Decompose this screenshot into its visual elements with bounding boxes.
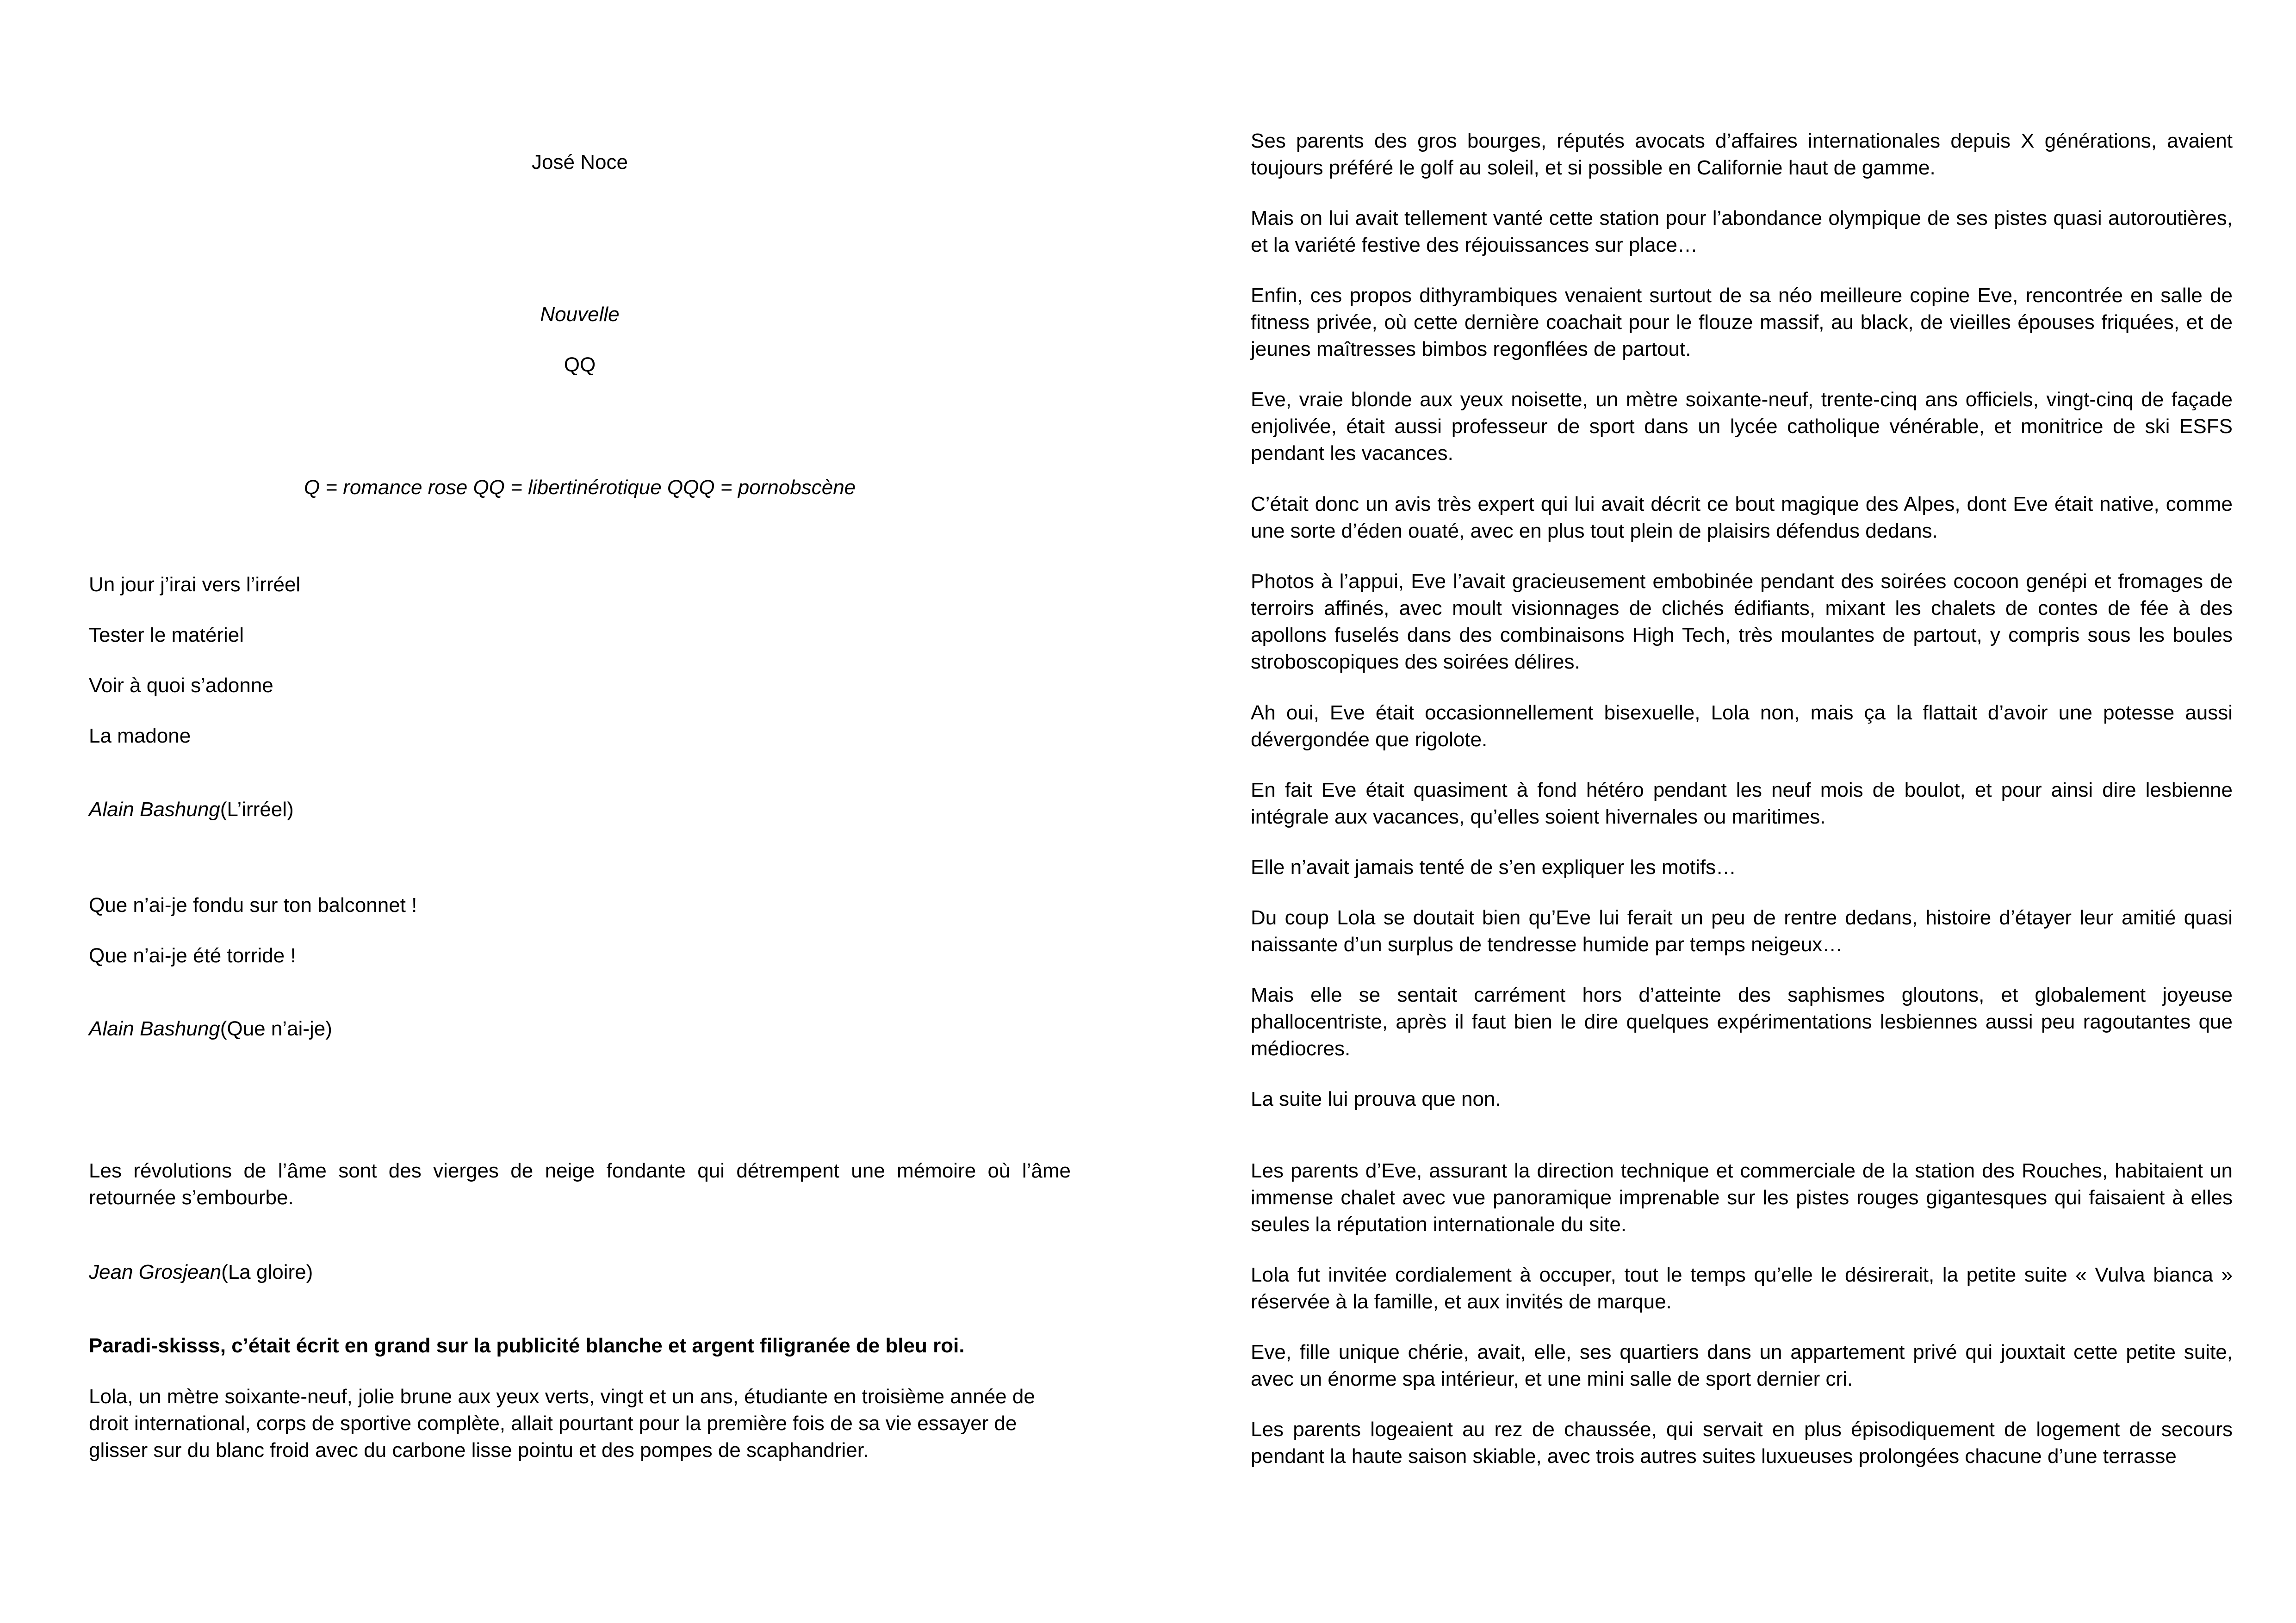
epigraph2-line: Que n’ai-je fondu sur ton balconnet !: [89, 894, 417, 917]
epigraph2-author: Alain Bashung: [89, 1017, 220, 1040]
epigraph1-line: Un jour j’irai vers l’irréel: [89, 573, 301, 596]
headline: Paradi-skisss, c’était écrit en grand sur la publicité blanche et argent filigranée de bleu roi.: [89, 1334, 965, 1357]
paragraph: Photos à l’appui, Eve l’avait gracieusement embobinée pendant des soirées cocoon genépi et fromages de terroirs affinés, avec moult visionnages de clichés édifiants, mixant les chalets de contes de fée à des apollons fuselés dans des combinaisons High Tech, très moulantes de partout, y compris sous les boules stroboscopiques des soirées délires.: [1251, 570, 2233, 673]
paragraph: C’était donc un avis très expert qui lui avait décrit ce bout magique des Alpes, dont Eve était native, comme une sorte d’éden ouaté, avec en plus tout plein de plaisirs défendus dedans.: [1251, 493, 2233, 542]
paragraph: Enfin, ces propos dithyrambiques venaient surtout de sa néo meilleure copine Eve, rencontrée en salle de fitness privée, où cette dernière coachait pour le flouze massif, au black, de vieilles épouses friquées, et de jeunes maîtresses bimbos regonflées de partout.: [1251, 284, 2233, 360]
epigraph1-line: La madone: [89, 725, 191, 747]
paragraph: Eve, fille unique chérie, avait, elle, ses quartiers dans un appartement privé qui jouxtait cette petite suite, avec un énorme spa intérieur, et une mini salle de sport dernier cri.: [1251, 1341, 2233, 1390]
epigraph2-line: Que n’ai-je été torride !: [89, 944, 296, 967]
paragraph: Mais elle se sentait carrément hors d’atteinte des saphismes gloutons, et globalement joyeuse phallocentriste, après il faut bien le dire quelques expérimentations lesbiennes aussi peu ragoutantes que médiocres.: [1251, 984, 2233, 1060]
epigraph2-source: (Que n’ai-je): [220, 1017, 332, 1040]
paragraph: Elle n’avait jamais tenté de s’en expliquer les motifs…: [1251, 856, 1737, 879]
paragraph: Ah oui, Eve était occasionnellement bisexuelle, Lola non, mais ça la flattait d’avoir une potesse aussi dévergondée que rigolote.: [1251, 701, 2233, 751]
paragraph: Lola fut invitée cordialement à occuper, tout le temps qu’elle le désirerait, la petite suite « Vulva bianca » réservée à la famille, et aux invités de marque.: [1251, 1264, 2233, 1313]
epigraph3-author: Jean Grosjean: [89, 1261, 222, 1283]
paragraph: Ses parents des gros bourges, réputés avocats d’affaires internationales depuis X générations, avaient toujours préféré le golf au soleil, et si possible en Californie haut de gamme.: [1251, 130, 2233, 179]
rating-legend: Q = romance rose QQ = libertinérotique QQQ = pornobscène: [304, 476, 856, 499]
paragraph: Lola, un mètre soixante-neuf, jolie brune aux yeux verts, vingt et un ans, étudiante en troisième année de droit international, corps de sportive complète, allait pourtant pour la première fois de sa vie essayer de glisser sur du blanc froid avec du carbone lisse pointu et des pompes de scaphandrier.: [89, 1385, 1035, 1462]
genre-label: Nouvelle: [540, 303, 620, 326]
paragraph: Du coup Lola se doutait bien qu’Eve lui ferait un peu de rentre dedans, histoire d’étayer leur amitié quasi naissante d’un surplus de tendresse humide par temps neigeux…: [1251, 906, 2233, 956]
paragraph: La suite lui prouva que non.: [1251, 1088, 1501, 1110]
paragraph: Les parents d’Eve, assurant la direction technique et commerciale de la station des Rouches, habitaient un immense chalet avec vue panoramique imprenable sur les pistes rouges gigantesques qui faisaient à elles seules la réputation internationale du site.: [1251, 1159, 2233, 1236]
epigraph2-attribution: [89, 1016, 1071, 1042]
rating-label: QQ: [564, 353, 596, 376]
paragraph: Mais on lui avait tellement vanté cette station pour l’abondance olympique de ses pistes quasi autoroutières, et la variété festive des réjouissances sur place…: [1251, 207, 2233, 256]
epigraph3-text: Les révolutions de l’âme sont des vierges de neige fondante qui détrempent une mémoire où l’âme retournée s’embourbe.: [89, 1159, 1071, 1209]
epigraph1-line: Voir à quoi s’adonne: [89, 674, 273, 697]
epigraph1-source: (L’irréel): [220, 798, 294, 821]
epigraph3-source: (La gloire): [221, 1261, 313, 1283]
epigraph1-attribution: [89, 796, 1071, 823]
epigraph1-author: Alain Bashung: [89, 798, 220, 821]
epigraph1-line: Tester le matériel: [89, 624, 244, 646]
paragraph: Les parents logeaient au rez de chaussée, qui servait en plus épisodiquement de logement de secours pendant la haute saison skiable, avec trois autres suites luxueuses prolongées chacune d’une terrasse: [1251, 1418, 2233, 1468]
paragraph: Eve, vraie blonde aux yeux noisette, un mètre soixante-neuf, trente-cinq ans officiels, vingt-cinq de façade enjolivée, était aussi professeur de sport dans un lycée catholique vénérable, et monitrice de ski ESFS pendant les vacances.: [1251, 388, 2233, 465]
epigraph3-attribution: [89, 1259, 1071, 1286]
author-name: José Noce: [532, 151, 628, 173]
paragraph: En fait Eve était quasiment à fond hétéro pendant les neuf mois de boulot, et pour ainsi dire lesbienne intégrale aux vacances, qu’elles soient hivernales ou maritimes.: [1251, 779, 2233, 828]
